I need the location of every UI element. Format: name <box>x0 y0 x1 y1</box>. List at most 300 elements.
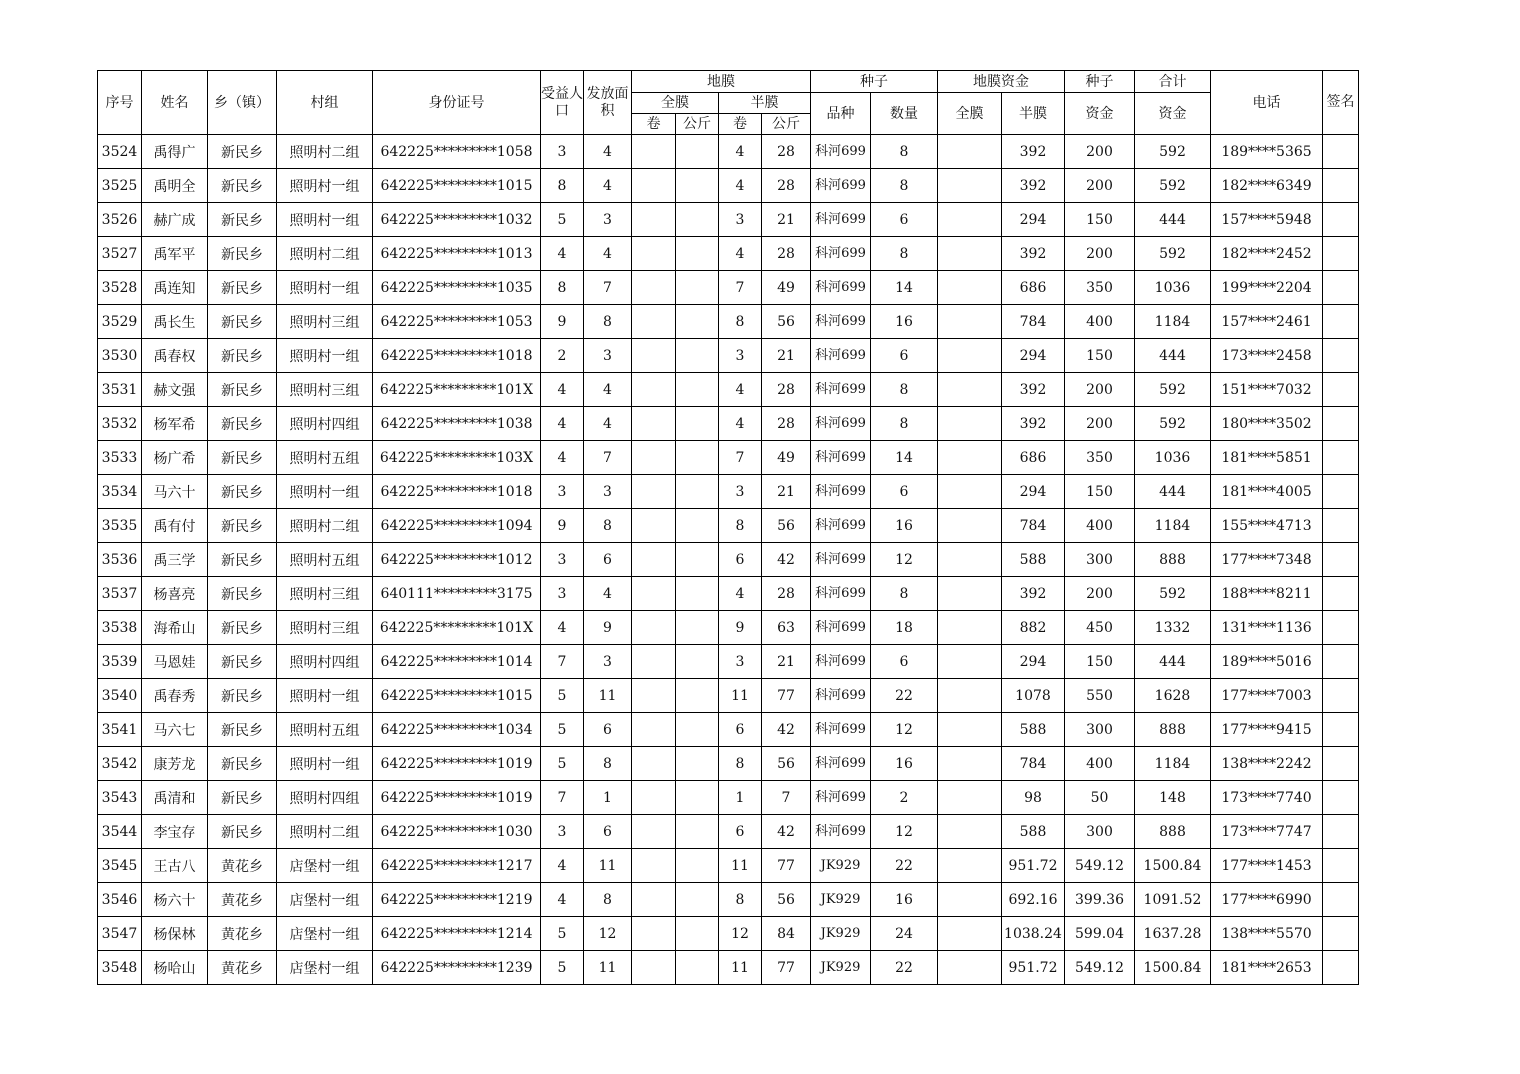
cell-area: 3 <box>584 203 632 237</box>
cell-quantity: 24 <box>871 917 938 951</box>
cell-full-kg <box>676 645 719 679</box>
cell-name: 海希山 <box>142 611 208 645</box>
table-body <box>98 135 1359 985</box>
cell-variety: 科河699 <box>811 135 871 169</box>
cell-id: 642225*********1239 <box>373 951 541 985</box>
cell-name: 李宝存 <box>142 815 208 849</box>
cell-beneficiaries: 3 <box>541 577 584 611</box>
cell-quantity: 22 <box>871 951 938 985</box>
cell-quantity: 8 <box>871 407 938 441</box>
cell-full-kg <box>676 339 719 373</box>
table-row <box>98 747 1359 781</box>
cell-half-rolls: 3 <box>719 339 762 373</box>
cell-town: 新民乡 <box>208 611 277 645</box>
cell-half-kg: 42 <box>762 543 811 577</box>
cell-area: 4 <box>584 373 632 407</box>
cell-full-rolls <box>632 679 676 713</box>
cell-full-rolls <box>632 883 676 917</box>
cell-quantity: 12 <box>871 815 938 849</box>
cell-sign <box>1323 475 1359 509</box>
cell-film-full <box>938 509 1002 543</box>
cell-half-rolls: 7 <box>719 271 762 305</box>
cell-seq: 3528 <box>98 271 142 305</box>
cell-film-full <box>938 815 1002 849</box>
cell-town: 新民乡 <box>208 339 277 373</box>
cell-area: 12 <box>584 917 632 951</box>
cell-film-full <box>938 339 1002 373</box>
cell-beneficiaries: 5 <box>541 951 584 985</box>
cell-full-rolls <box>632 781 676 815</box>
cell-full-rolls <box>632 645 676 679</box>
cell-half-kg: 21 <box>762 203 811 237</box>
cell-variety: 科河699 <box>811 339 871 373</box>
cell-town: 黄花乡 <box>208 849 277 883</box>
header-funds-half: 半膜 <box>1002 93 1065 135</box>
cell-half-kg: 28 <box>762 373 811 407</box>
header-area: 发放面积 <box>584 71 632 135</box>
cell-id: 642225*********1012 <box>373 543 541 577</box>
cell-town: 黄花乡 <box>208 951 277 985</box>
cell-full-kg <box>676 441 719 475</box>
cell-full-rolls <box>632 475 676 509</box>
cell-quantity: 22 <box>871 679 938 713</box>
cell-total: 1500.84 <box>1135 951 1211 985</box>
cell-variety: 科河699 <box>811 577 871 611</box>
cell-id: 642225*********1015 <box>373 169 541 203</box>
header-film: 地膜 <box>632 71 811 93</box>
cell-full-kg <box>676 713 719 747</box>
cell-sign <box>1323 815 1359 849</box>
header-full-film: 全膜 <box>632 93 719 114</box>
header-quantity: 数量 <box>871 93 938 135</box>
cell-beneficiaries: 3 <box>541 543 584 577</box>
cell-full-kg <box>676 305 719 339</box>
cell-variety: 科河699 <box>811 645 871 679</box>
cell-film-full <box>938 645 1002 679</box>
cell-beneficiaries: 4 <box>541 237 584 271</box>
cell-half-kg: 21 <box>762 475 811 509</box>
cell-id: 642225*********1019 <box>373 781 541 815</box>
cell-variety: 科河699 <box>811 373 871 407</box>
cell-name: 赫广成 <box>142 203 208 237</box>
cell-town: 新民乡 <box>208 577 277 611</box>
cell-sign <box>1323 509 1359 543</box>
cell-full-rolls <box>632 815 676 849</box>
cell-half-rolls: 4 <box>719 577 762 611</box>
cell-id: 642225*********1014 <box>373 645 541 679</box>
cell-phone: 157****2461 <box>1211 305 1323 339</box>
cell-name: 禹明全 <box>142 169 208 203</box>
cell-half-kg: 7 <box>762 781 811 815</box>
header-seed: 种子 <box>811 71 938 93</box>
header-sign: 签名 <box>1323 71 1359 135</box>
cell-town: 新民乡 <box>208 781 277 815</box>
table-row <box>98 509 1359 543</box>
cell-area: 8 <box>584 509 632 543</box>
cell-seq: 3533 <box>98 441 142 475</box>
cell-full-rolls <box>632 237 676 271</box>
table-row <box>98 645 1359 679</box>
cell-sign <box>1323 169 1359 203</box>
cell-phone: 155****4713 <box>1211 509 1323 543</box>
cell-id: 642225*********101X <box>373 373 541 407</box>
cell-half-rolls: 8 <box>719 747 762 781</box>
cell-film-full <box>938 543 1002 577</box>
cell-total: 888 <box>1135 815 1211 849</box>
cell-area: 6 <box>584 815 632 849</box>
cell-full-kg <box>676 169 719 203</box>
cell-seq: 3545 <box>98 849 142 883</box>
cell-total: 592 <box>1135 577 1211 611</box>
cell-id: 642225*********1038 <box>373 407 541 441</box>
cell-town: 新民乡 <box>208 543 277 577</box>
cell-id: 642225*********1058 <box>373 135 541 169</box>
cell-film-half: 294 <box>1002 645 1065 679</box>
cell-name: 杨军希 <box>142 407 208 441</box>
header-phone: 电话 <box>1211 71 1323 135</box>
cell-variety: 科河699 <box>811 203 871 237</box>
cell-seed-funds: 400 <box>1065 747 1135 781</box>
table-row <box>98 679 1359 713</box>
cell-total: 592 <box>1135 237 1211 271</box>
table-row <box>98 237 1359 271</box>
cell-quantity: 6 <box>871 339 938 373</box>
cell-id: 642225*********1219 <box>373 883 541 917</box>
cell-sign <box>1323 203 1359 237</box>
cell-full-rolls <box>632 271 676 305</box>
cell-half-rolls: 4 <box>719 373 762 407</box>
cell-area: 6 <box>584 543 632 577</box>
cell-seq: 3534 <box>98 475 142 509</box>
cell-quantity: 16 <box>871 747 938 781</box>
cell-id: 642225*********101X <box>373 611 541 645</box>
cell-area: 7 <box>584 441 632 475</box>
header-name: 姓名 <box>142 71 208 135</box>
cell-beneficiaries: 5 <box>541 679 584 713</box>
cell-name: 马恩娃 <box>142 645 208 679</box>
cell-seq: 3524 <box>98 135 142 169</box>
cell-village: 照明村五组 <box>277 713 373 747</box>
cell-quantity: 12 <box>871 713 938 747</box>
cell-beneficiaries: 4 <box>541 611 584 645</box>
cell-name: 禹有付 <box>142 509 208 543</box>
cell-variety: 科河699 <box>811 169 871 203</box>
cell-area: 3 <box>584 475 632 509</box>
cell-film-full <box>938 135 1002 169</box>
cell-area: 11 <box>584 849 632 883</box>
cell-seq: 3538 <box>98 611 142 645</box>
cell-town: 新民乡 <box>208 679 277 713</box>
table-row <box>98 203 1359 237</box>
header-half-rolls: 卷 <box>719 114 762 135</box>
cell-seed-funds: 200 <box>1065 577 1135 611</box>
cell-beneficiaries: 5 <box>541 203 584 237</box>
cell-area: 11 <box>584 679 632 713</box>
cell-half-kg: 28 <box>762 135 811 169</box>
cell-area: 3 <box>584 339 632 373</box>
cell-village: 照明村三组 <box>277 577 373 611</box>
cell-total: 1036 <box>1135 441 1211 475</box>
cell-sign <box>1323 713 1359 747</box>
cell-total: 444 <box>1135 645 1211 679</box>
cell-beneficiaries: 5 <box>541 713 584 747</box>
cell-seed-funds: 300 <box>1065 713 1135 747</box>
cell-film-half: 686 <box>1002 441 1065 475</box>
cell-half-kg: 63 <box>762 611 811 645</box>
cell-sign <box>1323 135 1359 169</box>
cell-name: 禹得广 <box>142 135 208 169</box>
cell-village: 照明村一组 <box>277 339 373 373</box>
cell-beneficiaries: 7 <box>541 781 584 815</box>
cell-seed-funds: 599.04 <box>1065 917 1135 951</box>
cell-film-half: 392 <box>1002 407 1065 441</box>
cell-half-rolls: 7 <box>719 441 762 475</box>
cell-area: 4 <box>584 407 632 441</box>
cell-film-half: 392 <box>1002 577 1065 611</box>
header-id: 身份证号 <box>373 71 541 135</box>
cell-seq: 3539 <box>98 645 142 679</box>
cell-name: 赫文强 <box>142 373 208 407</box>
cell-name: 禹春秀 <box>142 679 208 713</box>
cell-id: 642225*********1094 <box>373 509 541 543</box>
cell-half-rolls: 6 <box>719 815 762 849</box>
cell-name: 王古八 <box>142 849 208 883</box>
cell-total: 1036 <box>1135 271 1211 305</box>
cell-half-kg: 49 <box>762 271 811 305</box>
cell-half-rolls: 3 <box>719 645 762 679</box>
cell-sign <box>1323 679 1359 713</box>
cell-full-kg <box>676 917 719 951</box>
cell-name: 禹连知 <box>142 271 208 305</box>
cell-beneficiaries: 4 <box>541 441 584 475</box>
cell-name: 杨喜亮 <box>142 577 208 611</box>
cell-half-kg: 77 <box>762 951 811 985</box>
cell-phone: 177****6990 <box>1211 883 1323 917</box>
cell-village: 照明村五组 <box>277 543 373 577</box>
cell-variety: 科河699 <box>811 441 871 475</box>
cell-full-kg <box>676 815 719 849</box>
cell-full-kg <box>676 849 719 883</box>
cell-phone: 173****7747 <box>1211 815 1323 849</box>
cell-seed-funds: 549.12 <box>1065 951 1135 985</box>
cell-film-half: 692.16 <box>1002 883 1065 917</box>
cell-area: 8 <box>584 883 632 917</box>
cell-total: 592 <box>1135 135 1211 169</box>
cell-sign <box>1323 305 1359 339</box>
cell-film-half: 1078 <box>1002 679 1065 713</box>
cell-total: 592 <box>1135 373 1211 407</box>
cell-phone: 177****7003 <box>1211 679 1323 713</box>
cell-half-kg: 21 <box>762 339 811 373</box>
cell-variety: 科河699 <box>811 543 871 577</box>
header-half-film: 半膜 <box>719 93 811 114</box>
cell-phone: 177****9415 <box>1211 713 1323 747</box>
cell-village: 照明村五组 <box>277 441 373 475</box>
cell-area: 3 <box>584 645 632 679</box>
cell-half-rolls: 12 <box>719 917 762 951</box>
cell-seed-funds: 350 <box>1065 271 1135 305</box>
cell-id: 642225*********1214 <box>373 917 541 951</box>
cell-village: 照明村二组 <box>277 815 373 849</box>
cell-variety: 科河699 <box>811 747 871 781</box>
cell-seed-funds: 200 <box>1065 169 1135 203</box>
cell-town: 新民乡 <box>208 475 277 509</box>
cell-name: 禹三学 <box>142 543 208 577</box>
cell-total: 148 <box>1135 781 1211 815</box>
cell-film-full <box>938 407 1002 441</box>
cell-beneficiaries: 9 <box>541 509 584 543</box>
cell-seq: 3544 <box>98 815 142 849</box>
table-row <box>98 475 1359 509</box>
cell-village: 照明村三组 <box>277 305 373 339</box>
cell-full-rolls <box>632 407 676 441</box>
cell-area: 6 <box>584 713 632 747</box>
cell-id: 642225*********103X <box>373 441 541 475</box>
cell-sign <box>1323 645 1359 679</box>
cell-id: 642225*********1032 <box>373 203 541 237</box>
cell-variety: 科河699 <box>811 407 871 441</box>
cell-full-rolls <box>632 917 676 951</box>
cell-film-full <box>938 883 1002 917</box>
cell-quantity: 8 <box>871 135 938 169</box>
distribution-table <box>97 70 1359 985</box>
cell-village: 照明村四组 <box>277 407 373 441</box>
cell-seed-funds: 150 <box>1065 339 1135 373</box>
cell-town: 新民乡 <box>208 747 277 781</box>
cell-phone: 138****2242 <box>1211 747 1323 781</box>
cell-half-rolls: 1 <box>719 781 762 815</box>
cell-variety: 科河699 <box>811 305 871 339</box>
cell-full-kg <box>676 679 719 713</box>
cell-variety: JK929 <box>811 883 871 917</box>
cell-id: 642225*********1053 <box>373 305 541 339</box>
header-village: 村组 <box>277 71 373 135</box>
cell-sign <box>1323 951 1359 985</box>
cell-full-rolls <box>632 611 676 645</box>
cell-seq: 3537 <box>98 577 142 611</box>
cell-town: 新民乡 <box>208 645 277 679</box>
cell-sign <box>1323 849 1359 883</box>
cell-seq: 3542 <box>98 747 142 781</box>
cell-half-kg: 56 <box>762 883 811 917</box>
cell-sign <box>1323 883 1359 917</box>
cell-sign <box>1323 271 1359 305</box>
table-row <box>98 815 1359 849</box>
cell-phone: 189****5016 <box>1211 645 1323 679</box>
cell-village: 照明村一组 <box>277 271 373 305</box>
cell-name: 杨保林 <box>142 917 208 951</box>
cell-area: 4 <box>584 577 632 611</box>
cell-film-full <box>938 781 1002 815</box>
cell-film-half: 392 <box>1002 373 1065 407</box>
cell-sign <box>1323 781 1359 815</box>
cell-sign <box>1323 747 1359 781</box>
cell-half-kg: 56 <box>762 509 811 543</box>
cell-seed-funds: 350 <box>1065 441 1135 475</box>
cell-sign <box>1323 441 1359 475</box>
cell-area: 11 <box>584 951 632 985</box>
cell-village: 照明村二组 <box>277 135 373 169</box>
cell-total: 1500.84 <box>1135 849 1211 883</box>
cell-seed-funds: 150 <box>1065 203 1135 237</box>
cell-seq: 3526 <box>98 203 142 237</box>
cell-full-rolls <box>632 203 676 237</box>
cell-village: 店堡村一组 <box>277 917 373 951</box>
cell-area: 4 <box>584 169 632 203</box>
cell-seq: 3529 <box>98 305 142 339</box>
cell-film-full <box>938 373 1002 407</box>
cell-full-rolls <box>632 305 676 339</box>
cell-variety: 科河699 <box>811 611 871 645</box>
cell-half-rolls: 3 <box>719 203 762 237</box>
cell-variety: 科河699 <box>811 713 871 747</box>
cell-film-half: 951.72 <box>1002 849 1065 883</box>
table-row <box>98 781 1359 815</box>
cell-seed-funds: 300 <box>1065 543 1135 577</box>
cell-half-rolls: 8 <box>719 883 762 917</box>
cell-phone: 177****7348 <box>1211 543 1323 577</box>
cell-phone: 181****4005 <box>1211 475 1323 509</box>
cell-film-full <box>938 679 1002 713</box>
cell-village: 照明村一组 <box>277 203 373 237</box>
cell-half-kg: 28 <box>762 407 811 441</box>
header-seed-top: 种子 <box>1065 71 1135 93</box>
cell-seq: 3525 <box>98 169 142 203</box>
cell-film-half: 294 <box>1002 339 1065 373</box>
cell-seed-funds: 399.36 <box>1065 883 1135 917</box>
cell-film-full <box>938 203 1002 237</box>
cell-half-rolls: 11 <box>719 849 762 883</box>
cell-half-kg: 49 <box>762 441 811 475</box>
cell-film-half: 784 <box>1002 509 1065 543</box>
header-film-funds: 地膜资金 <box>938 71 1065 93</box>
cell-seq: 3535 <box>98 509 142 543</box>
table-row <box>98 951 1359 985</box>
cell-seq: 3543 <box>98 781 142 815</box>
cell-half-kg: 56 <box>762 747 811 781</box>
table-row <box>98 543 1359 577</box>
cell-full-kg <box>676 373 719 407</box>
cell-half-rolls: 6 <box>719 543 762 577</box>
cell-name: 禹清和 <box>142 781 208 815</box>
cell-town: 新民乡 <box>208 407 277 441</box>
cell-beneficiaries: 4 <box>541 849 584 883</box>
cell-variety: 科河699 <box>811 815 871 849</box>
cell-seq: 3546 <box>98 883 142 917</box>
table-row <box>98 917 1359 951</box>
cell-beneficiaries: 4 <box>541 373 584 407</box>
cell-town: 新民乡 <box>208 135 277 169</box>
cell-town: 新民乡 <box>208 441 277 475</box>
cell-full-kg <box>676 951 719 985</box>
cell-seed-funds: 200 <box>1065 407 1135 441</box>
cell-film-full <box>938 747 1002 781</box>
cell-quantity: 8 <box>871 237 938 271</box>
cell-full-rolls <box>632 135 676 169</box>
cell-film-half: 1038.24 <box>1002 917 1065 951</box>
cell-phone: 157****5948 <box>1211 203 1323 237</box>
cell-village: 照明村四组 <box>277 645 373 679</box>
cell-seed-funds: 450 <box>1065 611 1135 645</box>
cell-film-full <box>938 271 1002 305</box>
cell-name: 杨广希 <box>142 441 208 475</box>
header-seed-funds: 资金 <box>1065 93 1135 135</box>
cell-film-half: 392 <box>1002 237 1065 271</box>
header-seq: 序号 <box>98 71 142 135</box>
cell-seed-funds: 300 <box>1065 815 1135 849</box>
cell-quantity: 12 <box>871 543 938 577</box>
cell-film-full <box>938 611 1002 645</box>
